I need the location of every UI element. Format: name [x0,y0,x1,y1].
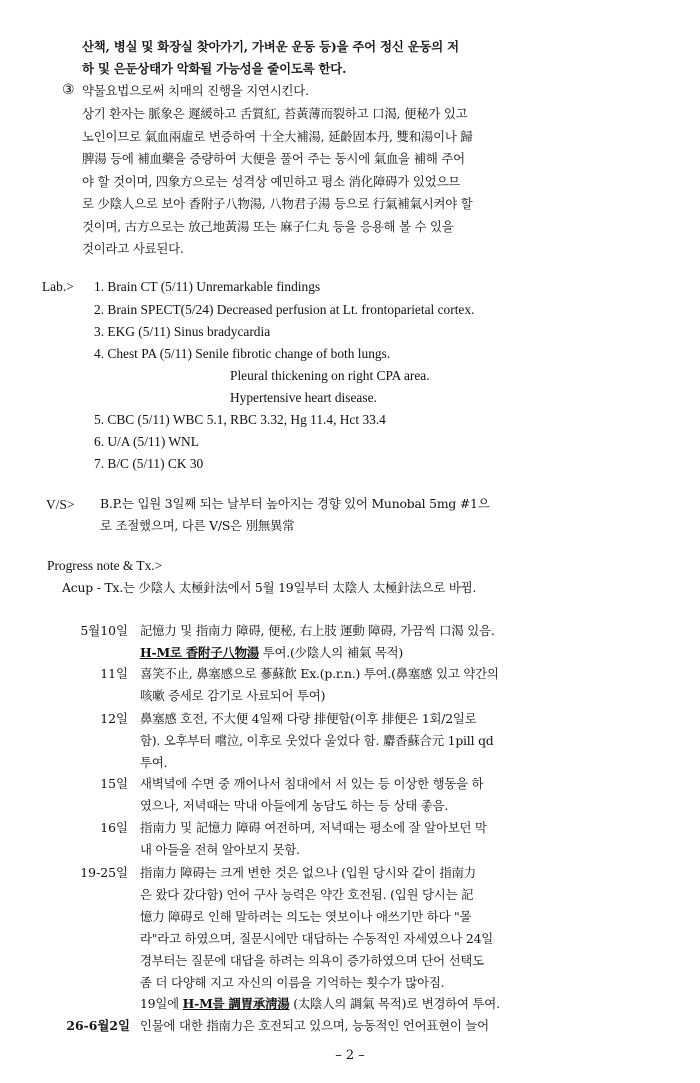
lab-item-1: 1. Brain CT (5/11) Unremarkable findings [94,279,321,294]
entry-19-25-line-3: 憶力 障碍로 인해 말하려는 의도는 엿보이나 애쓰기만 하다 "몰 [140,909,472,924]
entry-0510-prescription: H-M로 香附子八物湯 [140,645,259,660]
top-line-2: 하 및 은둔상태가 악화될 가능성을 줄이도록 한다. [82,61,347,76]
top-line-1: 산책, 병실 및 화장실 찾아가기, 가벼운 운동 등)을 주어 정신 운동의 저 [82,39,459,54]
entry-12-line-2: 함). 오후부터 嚐泣, 이후로 웃었다 울었다 함. 麝香蘇合元 1pill qd [140,733,494,748]
item3-line-3: 脾湯 등에 補血藥을 증량하여 大便을 풀어 주는 동시에 氣血을 補해 주어 [82,151,465,166]
entry-19-25-line-2: 은 왔다 갔다함) 언어 구사 능력은 약간 호전됨. (입원 당시는 記 [140,887,474,902]
lab-item-2: 2. Brain SPECT(5/24) Decreased perfusion at Lt. frontoparietal cortex. [94,302,475,317]
lab-item-4-cont-1: Pleural thickening on right CPA area. [230,368,430,383]
page-number: – 2 – [335,1048,365,1063]
entry-day-0510: 5월10일 [80,623,128,638]
entry-19-25-line-6: 좀 더 다양해 지고 자신의 이름을 기억하는 횟수가 많아짐. [140,975,445,990]
entry-day-12: 12일 [100,711,128,726]
entry-12-line-1: 鼻塞感 호전, 不大便 4일째 다량 排便함(이후 排便은 1회/2일로 [140,711,477,726]
entry-12-line-3: 투여. [140,755,168,770]
entry-16-line-2: 내 아들을 전혀 알아보지 못함. [140,842,300,857]
entry-15-line-1: 새벽녘에 수면 중 깨어나서 침대에서 서 있는 등 이상한 행동을 하 [140,776,484,791]
entry-19-prescription: H-M를 調胃承淸湯 [182,996,290,1011]
vs-label: V/S> [46,497,75,512]
entry-19-25-line-4: 라"라고 하였으며, 질문시에만 대답하는 수동적인 자세였으나 24일 [140,931,494,946]
entry-15-line-2: 였으나, 저녁때는 막내 아들에게 농담도 하는 등 상태 좋음. [140,798,449,813]
item3-heading: 약물요법으로써 치매의 진행을 지연시킨다. [82,83,309,98]
item3-line-1: 상기 환자는 脈象은 遲緩하고 舌質紅, 苔黃薄而裂하고 口渴, 便秘가 있고 [82,106,468,121]
lab-item-5: 5. CBC (5/11) WBC 5.1, RBC 3.32, Hg 11.4, Hct 33.4 [94,412,386,427]
entry-day-19-25: 19-25일 [80,865,128,880]
vs-line-1: B.P.는 입원 3일째 되는 날부터 높아지는 경향 있어 Munobal 5mg #1으 [100,496,490,511]
entry-0510-line-1: 記憶力 및 指南力 障碍, 便秘, 右上肢 運動 障碍, 가끔씩 口渴 있음. [140,623,495,638]
entry-day-11: 11일 [100,666,128,681]
acup-line: Acup - Tx.는 少陰人 太極針法에서 5월 19일부터 太陰人 太極針法으로 바뀜. [62,580,477,595]
entry-day-16: 16일 [100,820,128,835]
item3-line-7: 것이라고 사료된다. [82,241,184,256]
entry-11-line-2: 咳嗽 증세로 감기로 사료되어 투여) [140,688,326,703]
lab-label: Lab.> [42,279,74,294]
entry-19-25-line-5: 경부터는 질문에 대답을 하려는 의욕이 증가하였으며 단어 선택도 [140,953,484,968]
item3-line-5: 로 少陰人으로 보아 香附子八物湯, 八物君子湯 등으로 行氣補氣시켜야 할 [82,196,473,211]
entry-11-line-1: 喜笑不止, 鼻塞感으로 蔘蘇飮 Ex.(p.r.n.) 투여.(鼻塞感 있고 약간의 [140,666,499,681]
entry-19-prescription-note: (太陰人의 調氣 목적)로 변경하여 투여. [289,996,500,1011]
lab-item-4-cont-2: Hypertensive heart disease. [230,390,377,405]
progress-heading: Progress note & Tx.> [47,558,163,573]
entry-day-15: 15일 [100,776,128,791]
entry-19-lead: 19일에 [140,996,183,1011]
entry-26-line-1: 인물에 대한 指南力은 호전되고 있으며, 능동적인 언어표현이 늘어 [140,1018,489,1033]
vs-line-2: 로 조절했으며, 다른 V/S은 別無異常 [100,518,295,533]
lab-item-4: 4. Chest PA (5/11) Senile fibrotic change of both lungs. [94,346,391,361]
item3-line-2: 노인이므로 氣血兩虛로 변증하여 十全大補湯, 延齡固本丹, 雙和湯이나 歸 [82,129,473,144]
lab-item-3: 3. EKG (5/11) Sinus bradycardia [94,324,271,339]
entry-19-25-line-1: 指南力 障碍는 크게 변한 것은 없으나 (입원 당시와 같이 指南力 [140,865,476,880]
entry-16-line-1: 指南力 및 記憶力 障碍 여전하며, 저녁때는 평소에 잘 알아보던 막 [140,820,487,835]
lab-item-7: 7. B/C (5/11) CK 30 [94,456,204,471]
item3-line-6: 것이며, 古方으로는 放己地黃湯 또는 麻子仁丸 등을 응용해 볼 수 있을 [82,219,454,234]
entry-0510-prescription-note: 투여.(少陰人의 補氣 목적) [259,645,404,660]
lab-item-6: 6. U/A (5/11) WNL [94,434,199,449]
item3-marker: ③ [62,82,75,98]
item3-line-4: 야 할 것이며, 四象方으로는 성격상 예민하고 평소 消化障碍가 있었으므 [82,174,460,189]
entry-day-26-0602: 26-6월2일 [66,1018,130,1033]
